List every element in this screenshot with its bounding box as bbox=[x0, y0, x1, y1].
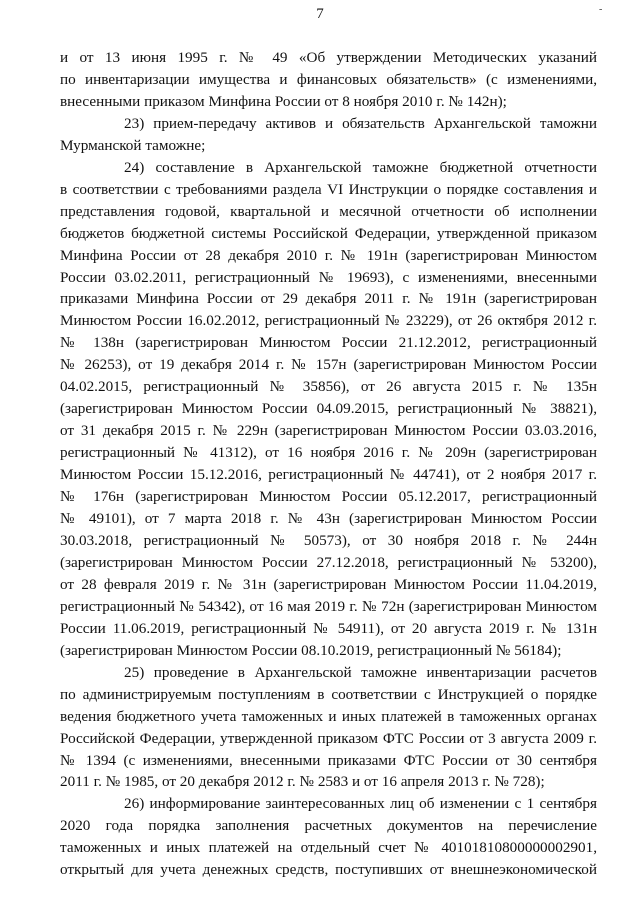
page-number: 7 bbox=[316, 6, 324, 22]
text-line: ведения бюджетного учета таможенных и иных платежей в таможенных органах bbox=[60, 707, 597, 725]
text-line: представления годовой, квартальной и месячной отчетности об исполнении bbox=[60, 202, 597, 220]
text-line: внесенными приказом Минфина России от 8 ноября 2010 г. № 142н); bbox=[60, 92, 507, 110]
text-line: регистрационный № 54342), от 16 мая 2019 г. № 72н (зарегистрирован Минюстом bbox=[60, 597, 597, 615]
text-line: по инвентаризации имущества и финансовых обязательств» (с изменениями, bbox=[60, 70, 597, 88]
corner-mark: - bbox=[599, 4, 603, 15]
text-line: 2020 года порядка заполнения расчетных документов на перечисление bbox=[60, 817, 597, 835]
text-line: Минюстом России 16.02.2012, регистрационный № 23229), от 26 октября 2012 г. bbox=[60, 312, 597, 330]
text-line: 25) проведение в Архангельской таможне инвентаризации расчетов bbox=[124, 663, 597, 681]
text-line: Минюстом России 15.12.2016, регистрационный № 44741), от 2 ноября 2017 г. bbox=[60, 466, 597, 484]
text-line: от 28 февраля 2019 г. № 31н (зарегистрирован Минюстом России 11.04.2019, bbox=[60, 575, 597, 593]
text-line: № 1394 (с изменениями, внесенными приказами ФТС России от 30 сентября bbox=[60, 751, 597, 769]
text-line: 30.03.2018, регистрационный № 50573), от 30 ноября 2018 г. № 244н bbox=[60, 531, 597, 549]
text-line: регистрационный № 41312), от 16 ноября 2016 г. № 209н (зарегистрирован bbox=[60, 444, 597, 462]
document-body bbox=[60, 47, 597, 881]
text-line: 04.02.2015, регистрационный № 35856), от 26 августа 2015 г. № 135н bbox=[60, 378, 597, 396]
text-line: в соответствии с требованиями раздела VI Инструкции о порядке составления и bbox=[60, 180, 597, 198]
text-line: бюджетов бюджетной системы Российской Федерации, утвержденной приказом bbox=[60, 224, 597, 242]
text-line: № 176н (зарегистрирован Минюстом России 05.12.2017, регистрационный bbox=[60, 488, 597, 506]
text-line: 2011 г. № 1985, от 20 декабря 2012 г. № 2583 и от 16 апреля 2013 г. № 728); bbox=[60, 773, 545, 791]
text-line: (зарегистрирован Минюстом России 04.09.2015, регистрационный № 38821), bbox=[60, 400, 597, 418]
text-line: открытый для учета денежных средств, поступивших от внешнеэкономической bbox=[60, 861, 597, 879]
text-line: таможенных и иных платежей на отдельный счет № 40101810800000002901, bbox=[60, 839, 597, 857]
text-line: по администрируемым поступлениям в соответствии с Инструкцией о порядке bbox=[60, 685, 597, 703]
text-line: России 11.06.2019, регистрационный № 54911), от 20 августа 2019 г. № 131н bbox=[60, 619, 597, 637]
text-line: приказами Минфина России от 29 декабря 2011 г. № 191н (зарегистрирован bbox=[60, 290, 597, 308]
text-line: 24) составление в Архангельской таможне бюджетной отчетности bbox=[124, 158, 597, 176]
text-line: (зарегистрирован Минюстом России 27.12.2018, регистрационный № 53200), bbox=[60, 553, 597, 571]
text-line: № 26253), от 19 декабря 2014 г. № 157н (зарегистрирован Минюстом России bbox=[60, 356, 597, 374]
text-line: Минфина России от 28 декабря 2010 г. № 191н (зарегистрирован Минюстом bbox=[60, 246, 597, 264]
text-line: Российской Федерации, утвержденной приказом ФТС России от 3 августа 2009 г. bbox=[60, 729, 597, 747]
text-line: от 31 декабря 2015 г. № 229н (зарегистрирован Минюстом России 03.03.2016, bbox=[60, 422, 597, 440]
text-line: и от 13 июня 1995 г. № 49 «Об утверждении Методических указаний bbox=[60, 49, 597, 66]
text-line: 23) прием-передачу активов и обязательств Архангельской таможни bbox=[124, 114, 597, 132]
text-line: № 49101), от 7 марта 2018 г. № 43н (зарегистрирован Минюстом России bbox=[60, 510, 597, 528]
text-line: (зарегистрирован Минюстом России 08.10.2019, регистрационный № 56184); bbox=[60, 641, 562, 659]
text-line: 26) информирование заинтересованных лиц об изменении с 1 сентября bbox=[124, 795, 597, 813]
text-line: России 03.02.2011, регистрационный № 19693), с изменениями, внесенными bbox=[60, 268, 597, 286]
text-line: Мурманской таможне; bbox=[60, 136, 206, 154]
text-line: № 138н (зарегистрирован Минюстом России 21.12.2012, регистрационный bbox=[60, 334, 597, 352]
